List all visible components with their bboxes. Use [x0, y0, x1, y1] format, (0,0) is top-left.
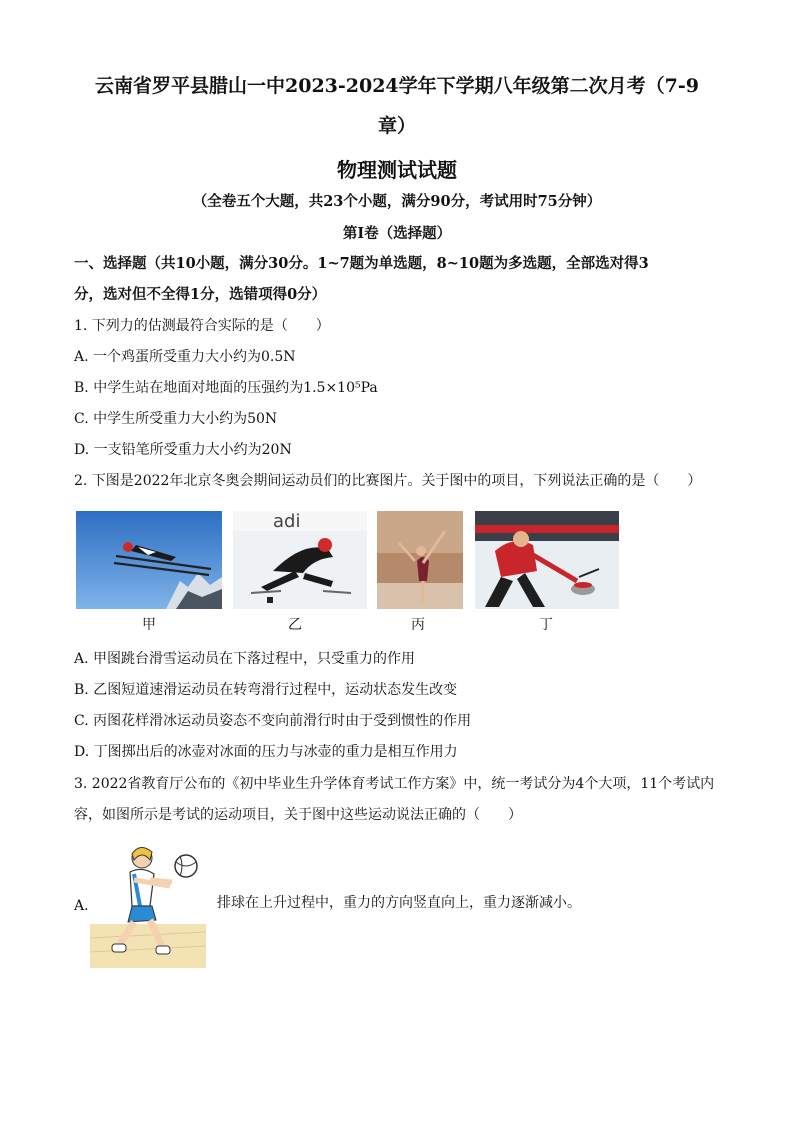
- exam-subtitle: 物理测试试题: [337, 158, 457, 182]
- volume-heading: 第Ⅰ卷（选择题）: [342, 225, 452, 242]
- exam-title-line2: 章）: [377, 115, 416, 137]
- q1-option-b: B. 中学生站在地面对地面的压强约为1.5×10⁵Pa: [74, 380, 378, 396]
- volleyball-player-image: [90, 840, 206, 968]
- section1-heading-line2: 分，选对但不全得1分，选错项得0分）: [74, 286, 327, 303]
- short-track-image: [233, 511, 367, 609]
- q2-option-b: B. 乙图短道速滑运动员在转弯滑行过程中，运动状态发生改变: [74, 682, 458, 698]
- caption-yi: 乙: [288, 617, 302, 633]
- exam-title-line1: 云南省罗平县腊山一中2023-2024学年下学期八年级第二次月考（7-9: [95, 75, 699, 97]
- curling-image: [475, 511, 619, 609]
- q2-option-a: A. 甲图跳台滑雪运动员在下落过程中，只受重力的作用: [74, 651, 416, 667]
- q3-stem-line2: 容，如图所示是考试的运动项目，关于图中这些运动说法正确的（ ）: [74, 807, 522, 823]
- q1-stem: 1. 下列力的估测最符合实际的是（ ）: [74, 318, 330, 334]
- exam-note: （全卷五个大题，共23个小题，满分90分，考试用时75分钟）: [192, 193, 602, 210]
- ski-jump-image: [76, 511, 222, 609]
- q2-option-c: C. 丙图花样滑冰运动员姿态不变向前滑行时由于受到惯性的作用: [74, 713, 472, 729]
- section1-heading-line1: 一、选择题（共10小题，满分30分。1~7题为单选题，8~10题为多选题，全部选对得3: [74, 255, 649, 272]
- caption-jia: 甲: [142, 617, 156, 633]
- q2-stem: 2. 下图是2022年北京冬奥会期间运动员们的比赛图片。关于图中的项目，下列说法正确的是（ ）: [74, 473, 702, 489]
- caption-bing: 丙: [411, 617, 425, 633]
- svg-text:adi: adi: [273, 511, 301, 532]
- q3-option-a-label: A.: [74, 898, 89, 914]
- figure-skating-image: [377, 511, 463, 609]
- q1-option-c: C. 中学生所受重力大小约为50N: [74, 411, 278, 427]
- q1-option-d: D. 一支铅笔所受重力大小约为20N: [74, 442, 292, 458]
- caption-ding: 丁: [539, 617, 553, 633]
- q3-option-a-text: 排球在上升过程中，重力的方向竖直向上，重力逐渐减小。: [217, 895, 581, 911]
- q1-option-a: A. 一个鸡蛋所受重力大小约为0.5N: [74, 349, 296, 365]
- q2-option-d: D. 丁图掷出后的冰壶对冰面的压力与冰壶的重力是相互作用力: [74, 744, 458, 760]
- q3-stem-line1: 3. 2022省教育厅公布的《初中毕业生升学体育考试工作方案》中，统一考试分为4个大项，11个考试内: [74, 776, 715, 792]
